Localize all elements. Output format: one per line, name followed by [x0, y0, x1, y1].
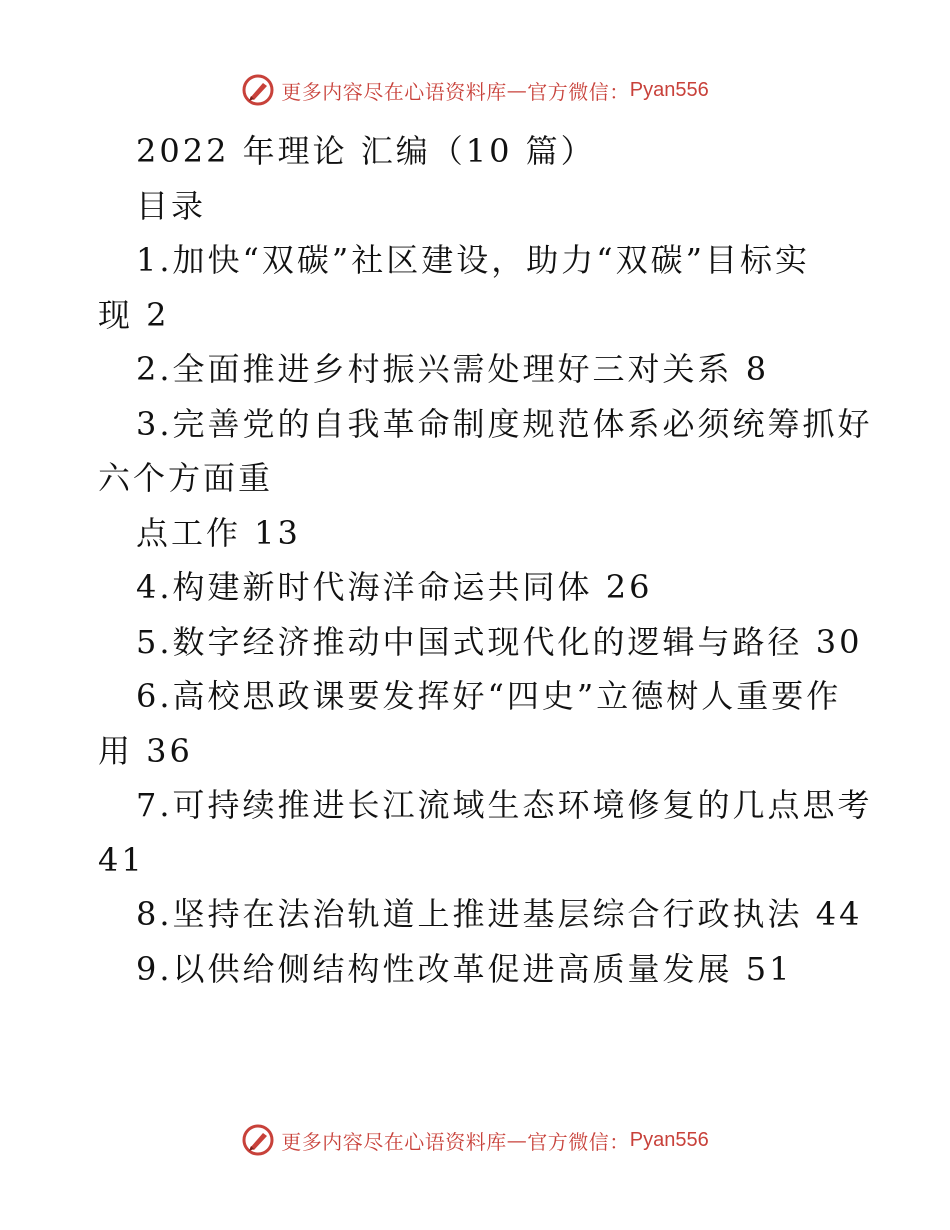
toc-line: 3.完善党的自我革命制度规范体系必须统筹抓好	[136, 404, 873, 443]
toc-line: 41	[98, 840, 145, 879]
watermark-suffix: 官方微信：	[527, 1129, 630, 1154]
toc-line: 6.高校思政课要发挥好“四史”立德树人重要作	[136, 677, 842, 715]
watermark-text: 更多内容尽在心语资料库	[281, 79, 507, 104]
watermark-id: Pyan556	[629, 78, 709, 101]
watermark-id: Pyan556	[629, 1128, 709, 1151]
document-title: 2022 年理论 汇编（10 篇）	[136, 132, 596, 170]
watermark-text: 更多内容尽在心语资料库	[281, 1129, 507, 1154]
toc-line: 8.坚持在法治轨道上推进基层综合行政执法 44	[136, 895, 863, 933]
toc-line: 现 2	[98, 295, 170, 334]
pen-logo-icon	[241, 73, 275, 107]
toc-line: 9.以供给侧结构性改革促进高质量发展 51	[136, 949, 793, 988]
toc-heading: 目录	[136, 186, 207, 225]
toc-line: 4.构建新时代海洋命运共同体 26	[136, 568, 653, 606]
watermark-suffix: 官方微信：	[527, 79, 630, 104]
toc-line: 1.加快“双碳”社区建设，助力“双碳”目标实	[136, 241, 810, 279]
watermark-footer	[0, 1120, 950, 1160]
toc-line: 2.全面推进乡村振兴需处理好三对关系 8	[136, 350, 770, 388]
document-body	[98, 124, 873, 996]
toc-line: 7.可持续推进长江流域生态环境修复的几点思考	[136, 786, 873, 824]
watermark-separator: —	[506, 78, 528, 102]
toc-line: 用 36	[98, 731, 193, 770]
watermark-header	[0, 70, 950, 110]
toc-line: 点工作 13	[136, 513, 301, 552]
watermark-separator: —	[506, 1128, 528, 1152]
toc-line: 六个方面重	[98, 459, 274, 497]
pen-logo-icon	[241, 1123, 275, 1157]
toc-line: 5.数字经济推动中国式现代化的逻辑与路径 30	[136, 622, 863, 661]
